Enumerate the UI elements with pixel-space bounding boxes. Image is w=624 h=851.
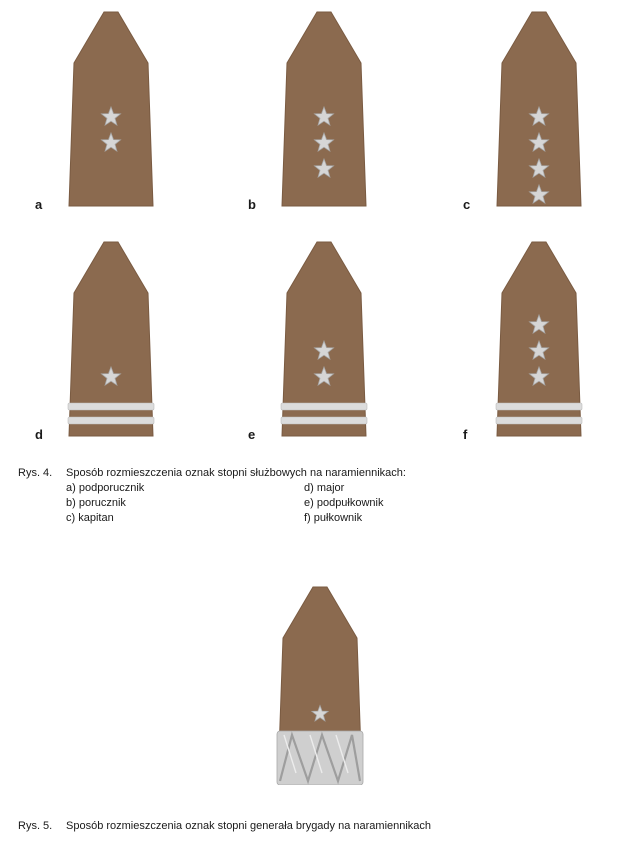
- rank-stripe: [68, 403, 154, 410]
- rank-legend-item: f) pułkownik: [304, 512, 363, 524]
- caption-number: Rys. 5.: [18, 820, 53, 832]
- rank-legend-item: b) porucznik: [66, 497, 126, 509]
- shoulder-strap-e: [248, 240, 374, 442]
- strap-graphic: [489, 240, 589, 440]
- strap-graphic: [274, 10, 374, 210]
- strap-letter: f: [463, 427, 468, 442]
- rank-stripe: [496, 403, 582, 410]
- strap-graphic: [61, 240, 161, 440]
- rank-stripe: [68, 417, 154, 424]
- rank-stripe: [496, 417, 582, 424]
- rank-legend-item: a) podporucznik: [66, 482, 145, 494]
- shoulder-strap-f: [463, 240, 589, 442]
- rank-legend-right: [304, 481, 384, 526]
- strap-letter: d: [35, 427, 43, 442]
- shoulder-strap-a: [35, 10, 161, 212]
- rank-legend-item: d) major: [304, 482, 345, 494]
- strap-graphic: [274, 240, 374, 440]
- strap-letter: b: [248, 197, 256, 212]
- figure-5-caption: [18, 819, 618, 833]
- strap-graphic: [489, 10, 589, 210]
- general-wave-embroidery: [277, 731, 363, 785]
- caption-title: Sposób rozmieszczenia oznak stopni generała brygady na naramiennikach: [66, 820, 432, 832]
- rank-legend-left: [66, 481, 144, 526]
- strap-graphic: [61, 10, 161, 210]
- shoulder-strap-d: [35, 240, 161, 442]
- rank-stripe: [281, 403, 367, 410]
- strap-graphic: [270, 585, 370, 785]
- strap-letter: c: [463, 197, 471, 212]
- shoulder-strap-c: [463, 10, 589, 212]
- rank-legend-item: c) kapitan: [66, 512, 114, 524]
- rank-legend-item: e) podpułkownik: [304, 497, 384, 509]
- strap-letter: a: [35, 197, 43, 212]
- caption-title: Sposób rozmieszczenia oznak stopni służbowych na naramiennikach:: [66, 467, 406, 479]
- figure-4-caption: [18, 466, 618, 480]
- caption-number: Rys. 4.: [18, 467, 53, 479]
- shoulder-strap-general: [270, 585, 370, 785]
- rank-stripe: [281, 417, 367, 424]
- shoulder-strap-b: [248, 10, 374, 212]
- strap-letter: e: [248, 427, 256, 442]
